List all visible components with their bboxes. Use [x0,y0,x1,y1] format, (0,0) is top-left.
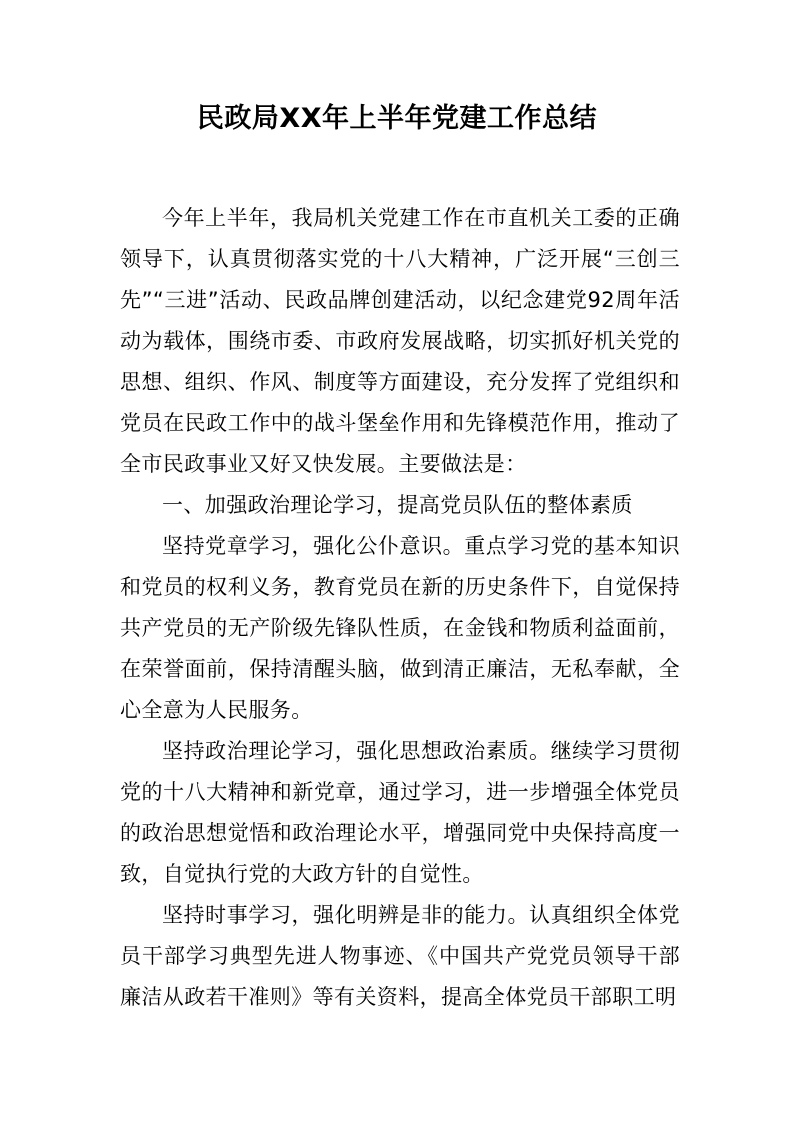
section-heading: 一、加强政治理论学习，提高党员队伍的整体素质 [162,493,633,517]
document-body [120,198,680,1018]
document-title: 民政局XX年上半年党建工作总结 [196,103,598,134]
body-paragraph: 坚持时事学习，强化明辨是非的能力。认真组织全体党员干部学习典型先进人物事迹、《中国共产党党员领导干部廉洁从政若干准则》等有关资料，提高全体党员干部职工明 [120,903,680,1009]
intro-paragraph: 今年上半年，我局机关党建工作在市直机关工委的正确领导下，认真贯彻落实党的十八大精神，广泛开展“三创三先”“三进”活动、民政品牌创建活动，以纪念建党92周年活动为载体，围绕市委、市政府发展战略，切实抓好机关党的思想、组织、作风、制度等方面建设，充分发挥了党组织和党员在民政工作中的战斗堡垒作用和先锋模范作用，推动了全市民政事业又好又快发展。主要做法是： [120,206,680,476]
body-paragraph: 坚持党章学习，强化公仆意识。重点学习党的基本知识和党员的权利义务，教育党员在新的历史条件下，自觉保持共产党员的无产阶级先锋队性质，在金钱和物质利益面前，在荣誉面前，保持清醒头脑，做到清正廉洁，无私奉献，全心全意为人民服务。 [120,534,680,722]
body-paragraph: 坚持政治理论学习，强化思想政治素质。继续学习贯彻党的十八大精神和新党章，通过学习，进一步增强全体党员的政治思想觉悟和政治理论水平，增强同党中央保持高度一致，自觉执行党的大政方针的自觉性。 [120,739,680,886]
